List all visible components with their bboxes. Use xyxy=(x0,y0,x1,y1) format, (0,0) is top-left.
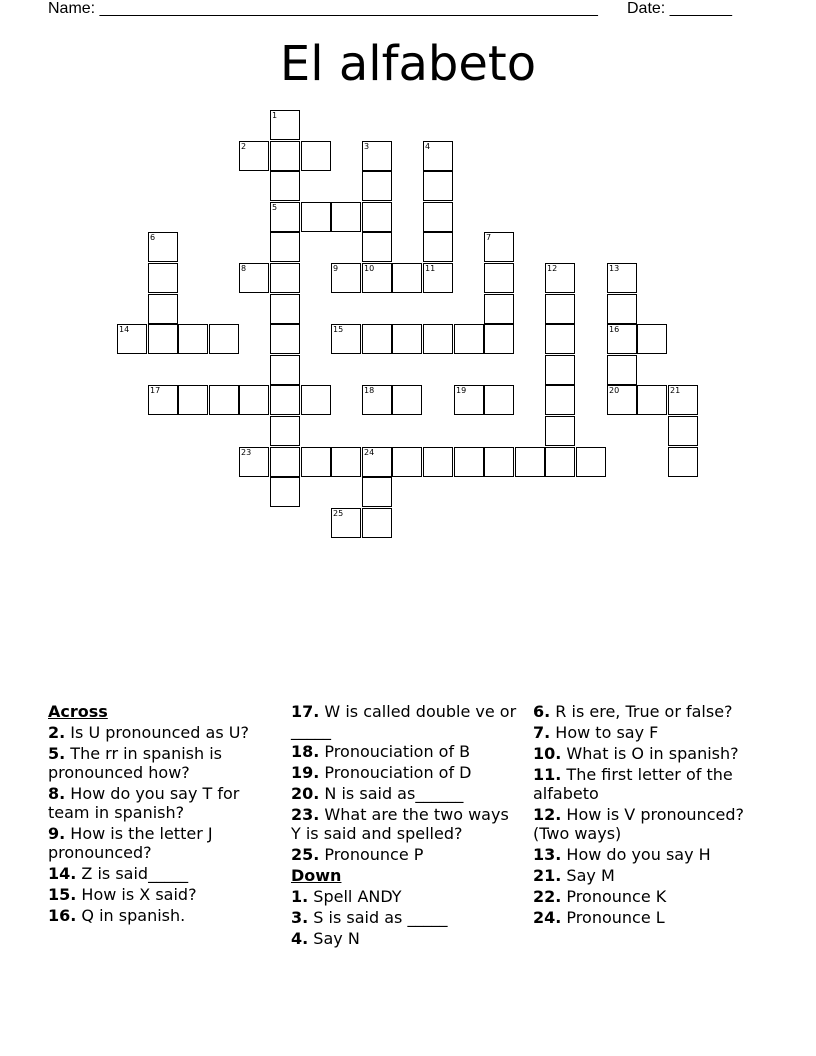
clue-item xyxy=(48,824,278,862)
clue-text: Spell ANDY xyxy=(308,887,402,906)
clue-text: Pronounce P xyxy=(319,845,424,864)
grid-cell[interactable] xyxy=(209,324,239,354)
grid-cell[interactable] xyxy=(637,385,667,415)
clue-number: 2 xyxy=(241,142,247,151)
grid-cell[interactable] xyxy=(484,294,514,324)
clue-number: 4 xyxy=(425,142,431,151)
grid-cell[interactable] xyxy=(362,141,392,171)
clue-number-label: 21. xyxy=(533,866,562,885)
clue-number-label: 23. xyxy=(291,805,320,824)
grid-cell[interactable] xyxy=(362,447,392,477)
down-heading: Down xyxy=(291,866,342,885)
grid-cell[interactable] xyxy=(362,508,392,538)
grid-cell[interactable] xyxy=(607,355,637,385)
clue-item xyxy=(533,845,768,864)
grid-cell[interactable] xyxy=(178,324,208,354)
clue-number-label: 18. xyxy=(291,742,320,761)
clue-number-label: 12. xyxy=(533,805,562,824)
clue-item xyxy=(291,784,523,803)
grid-cell[interactable] xyxy=(148,263,178,293)
grid-cell[interactable] xyxy=(545,447,575,477)
clue-number: 21 xyxy=(670,386,681,395)
grid-cell[interactable] xyxy=(270,416,300,446)
grid-cell[interactable] xyxy=(545,263,575,293)
clue-number: 12 xyxy=(547,264,558,273)
clue-text: Is U pronounced as U? xyxy=(65,723,249,742)
grid-cell[interactable] xyxy=(148,324,178,354)
clue-number: 14 xyxy=(119,325,130,334)
clue-text: N is said as______ xyxy=(319,784,464,803)
clue-text: The rr in spanish is pronounced how? xyxy=(48,744,223,782)
clue-number-label: 4. xyxy=(291,929,309,948)
grid-cell[interactable] xyxy=(423,324,453,354)
grid-cell[interactable] xyxy=(178,385,208,415)
clue-number: 6 xyxy=(150,233,156,242)
grid-cell[interactable] xyxy=(392,263,422,293)
clue-text: How do you say T for team in spanish? xyxy=(48,784,240,822)
grid-cell[interactable] xyxy=(454,385,484,415)
clue-text: How is the letter J pronounced? xyxy=(48,824,213,862)
grid-cell[interactable] xyxy=(392,385,422,415)
grid-cell[interactable] xyxy=(362,263,392,293)
clues-column-3 xyxy=(533,702,768,929)
grid-cell[interactable] xyxy=(270,294,300,324)
clue-text: Pronouciation of D xyxy=(319,763,472,782)
clue-text: W is called double ve or _____ xyxy=(291,702,517,740)
clue-number-label: 5. xyxy=(48,744,66,763)
page-title: El alfabeto xyxy=(279,36,537,92)
grid-cell[interactable] xyxy=(607,324,637,354)
clue-item xyxy=(48,744,278,782)
clue-text: Pronounce L xyxy=(561,908,665,927)
clue-number: 16 xyxy=(609,325,620,334)
grid-cell[interactable] xyxy=(484,263,514,293)
grid-cell[interactable] xyxy=(362,324,392,354)
clue-number: 11 xyxy=(425,264,436,273)
clue-number-label: 2. xyxy=(48,723,66,742)
clue-text: Z is said_____ xyxy=(76,864,189,883)
clue-number: 13 xyxy=(609,264,620,273)
grid-cell[interactable] xyxy=(607,263,637,293)
clue-number-label: 3. xyxy=(291,908,309,927)
clue-number-label: 10. xyxy=(533,744,562,763)
grid-cell[interactable] xyxy=(545,416,575,446)
grid-cell[interactable] xyxy=(362,202,392,232)
grid-cell[interactable] xyxy=(209,385,239,415)
clue-text: How do you say H xyxy=(561,845,711,864)
clues-column-2 xyxy=(291,702,523,950)
grid-cell[interactable] xyxy=(270,171,300,201)
clue-item xyxy=(533,723,768,742)
clue-item xyxy=(291,908,523,927)
clue-number-label: 9. xyxy=(48,824,66,843)
grid-cell[interactable] xyxy=(484,232,514,262)
clue-number: 10 xyxy=(364,264,375,273)
clue-item xyxy=(533,765,768,803)
clue-number: 17 xyxy=(150,386,161,395)
grid-cell[interactable] xyxy=(637,324,667,354)
grid-cell[interactable] xyxy=(392,324,422,354)
grid-cell[interactable] xyxy=(270,263,300,293)
grid-cell[interactable] xyxy=(362,171,392,201)
clue-item xyxy=(533,744,768,763)
grid-cell[interactable] xyxy=(148,385,178,415)
clue-number-label: 19. xyxy=(291,763,320,782)
grid-cell[interactable] xyxy=(117,324,147,354)
clue-item xyxy=(533,908,768,927)
grid-cell[interactable] xyxy=(454,324,484,354)
clue-item xyxy=(48,784,278,822)
grid-cell[interactable] xyxy=(270,385,300,415)
grid-cell[interactable] xyxy=(239,447,269,477)
grid-cell[interactable] xyxy=(148,232,178,262)
grid-cell[interactable] xyxy=(423,171,453,201)
grid-cell[interactable] xyxy=(239,141,269,171)
clues-column-1 xyxy=(48,702,278,927)
grid-cell[interactable] xyxy=(331,508,361,538)
grid-cell[interactable] xyxy=(239,385,269,415)
across-heading: Across xyxy=(48,702,108,721)
name-field-label: Name: ________________________________________________________ xyxy=(48,0,598,17)
grid-cell[interactable] xyxy=(270,477,300,507)
clue-number: 19 xyxy=(456,386,467,395)
grid-cell[interactable] xyxy=(148,294,178,324)
clue-number-label: 17. xyxy=(291,702,320,721)
clue-text: R is ere, True or false? xyxy=(550,702,733,721)
clue-text: Pronouciation of B xyxy=(319,742,471,761)
clue-text: Pronounce K xyxy=(561,887,667,906)
clue-number-label: 8. xyxy=(48,784,66,803)
grid-cell[interactable] xyxy=(423,232,453,262)
grid-cell[interactable] xyxy=(607,385,637,415)
grid-cell[interactable] xyxy=(270,232,300,262)
clue-text: The first letter of the alfabeto xyxy=(533,765,733,803)
grid-cell[interactable] xyxy=(270,447,300,477)
clue-item xyxy=(48,885,278,904)
grid-cell[interactable] xyxy=(545,324,575,354)
grid-cell[interactable] xyxy=(545,355,575,385)
clue-item xyxy=(291,887,523,906)
clue-number-label: 20. xyxy=(291,784,320,803)
grid-cell[interactable] xyxy=(515,447,545,477)
clue-text: How is V pronounced? (Two ways) xyxy=(533,805,744,843)
clue-number: 18 xyxy=(364,386,375,395)
grid-cell[interactable] xyxy=(331,202,361,232)
grid-cell[interactable] xyxy=(392,447,422,477)
clue-text: What are the two ways Y is said and spelled? xyxy=(291,805,509,843)
clue-number-label: 11. xyxy=(533,765,562,784)
clue-number: 3 xyxy=(364,142,370,151)
grid-cell[interactable] xyxy=(331,263,361,293)
grid-cell[interactable] xyxy=(423,202,453,232)
grid-cell[interactable] xyxy=(423,141,453,171)
clue-item xyxy=(291,763,523,782)
grid-cell[interactable] xyxy=(668,447,698,477)
date-field-label: Date: _______ xyxy=(627,0,732,17)
clue-item xyxy=(291,929,523,948)
clue-number-label: 7. xyxy=(533,723,551,742)
clue-number-label: 16. xyxy=(48,906,77,925)
grid-cell[interactable] xyxy=(301,141,331,171)
clue-number: 20 xyxy=(609,386,620,395)
clue-number-label: 1. xyxy=(291,887,309,906)
grid-cell[interactable] xyxy=(454,447,484,477)
clue-text: How is X said? xyxy=(76,885,197,904)
clue-number: 5 xyxy=(272,203,278,212)
grid-cell[interactable] xyxy=(362,385,392,415)
clue-number: 1 xyxy=(272,111,278,120)
grid-cell[interactable] xyxy=(607,294,637,324)
grid-cell[interactable] xyxy=(484,447,514,477)
grid-cell[interactable] xyxy=(545,385,575,415)
grid-cell[interactable] xyxy=(239,263,269,293)
clue-item xyxy=(533,866,768,885)
clue-item xyxy=(533,702,768,721)
grid-cell[interactable] xyxy=(331,447,361,477)
clue-item xyxy=(48,723,278,742)
clue-item xyxy=(291,702,523,740)
grid-cell[interactable] xyxy=(484,324,514,354)
grid-cell[interactable] xyxy=(270,110,300,140)
grid-cell[interactable] xyxy=(301,447,331,477)
clue-text: Q in spanish. xyxy=(76,906,186,925)
grid-cell[interactable] xyxy=(301,202,331,232)
grid-cell[interactable] xyxy=(270,202,300,232)
grid-cell[interactable] xyxy=(545,294,575,324)
grid-cell[interactable] xyxy=(484,385,514,415)
clue-item xyxy=(48,864,278,883)
grid-cell[interactable] xyxy=(668,416,698,446)
clue-item xyxy=(48,906,278,925)
grid-cell[interactable] xyxy=(362,232,392,262)
clue-number: 23 xyxy=(241,448,252,457)
clue-number: 15 xyxy=(333,325,344,334)
grid-cell[interactable] xyxy=(423,263,453,293)
clue-item xyxy=(291,742,523,761)
clue-text: Say M xyxy=(561,866,615,885)
clue-text: What is O in spanish? xyxy=(561,744,739,763)
grid-cell[interactable] xyxy=(668,385,698,415)
clue-number-label: 14. xyxy=(48,864,77,883)
grid-cell[interactable] xyxy=(331,324,361,354)
clue-number-label: 15. xyxy=(48,885,77,904)
grid-cell[interactable] xyxy=(270,141,300,171)
grid-cell[interactable] xyxy=(576,447,606,477)
clue-text: How to say F xyxy=(550,723,659,742)
clue-number-label: 13. xyxy=(533,845,562,864)
clue-number: 7 xyxy=(486,233,492,242)
clue-text: Say N xyxy=(308,929,360,948)
clue-text: S is said as _____ xyxy=(308,908,448,927)
clue-number-label: 6. xyxy=(533,702,551,721)
clue-item xyxy=(291,845,523,864)
grid-cell[interactable] xyxy=(362,477,392,507)
grid-cell[interactable] xyxy=(270,355,300,385)
clue-number: 8 xyxy=(241,264,247,273)
clue-number: 9 xyxy=(333,264,339,273)
clue-number-label: 22. xyxy=(533,887,562,906)
clue-number-label: 24. xyxy=(533,908,562,927)
clue-item xyxy=(533,887,768,906)
clue-item xyxy=(291,805,523,843)
grid-cell[interactable] xyxy=(270,324,300,354)
clue-item xyxy=(533,805,768,843)
clue-number: 25 xyxy=(333,509,344,518)
grid-cell[interactable] xyxy=(301,385,331,415)
grid-cell[interactable] xyxy=(423,447,453,477)
clue-number-label: 25. xyxy=(291,845,320,864)
clue-number: 24 xyxy=(364,448,375,457)
